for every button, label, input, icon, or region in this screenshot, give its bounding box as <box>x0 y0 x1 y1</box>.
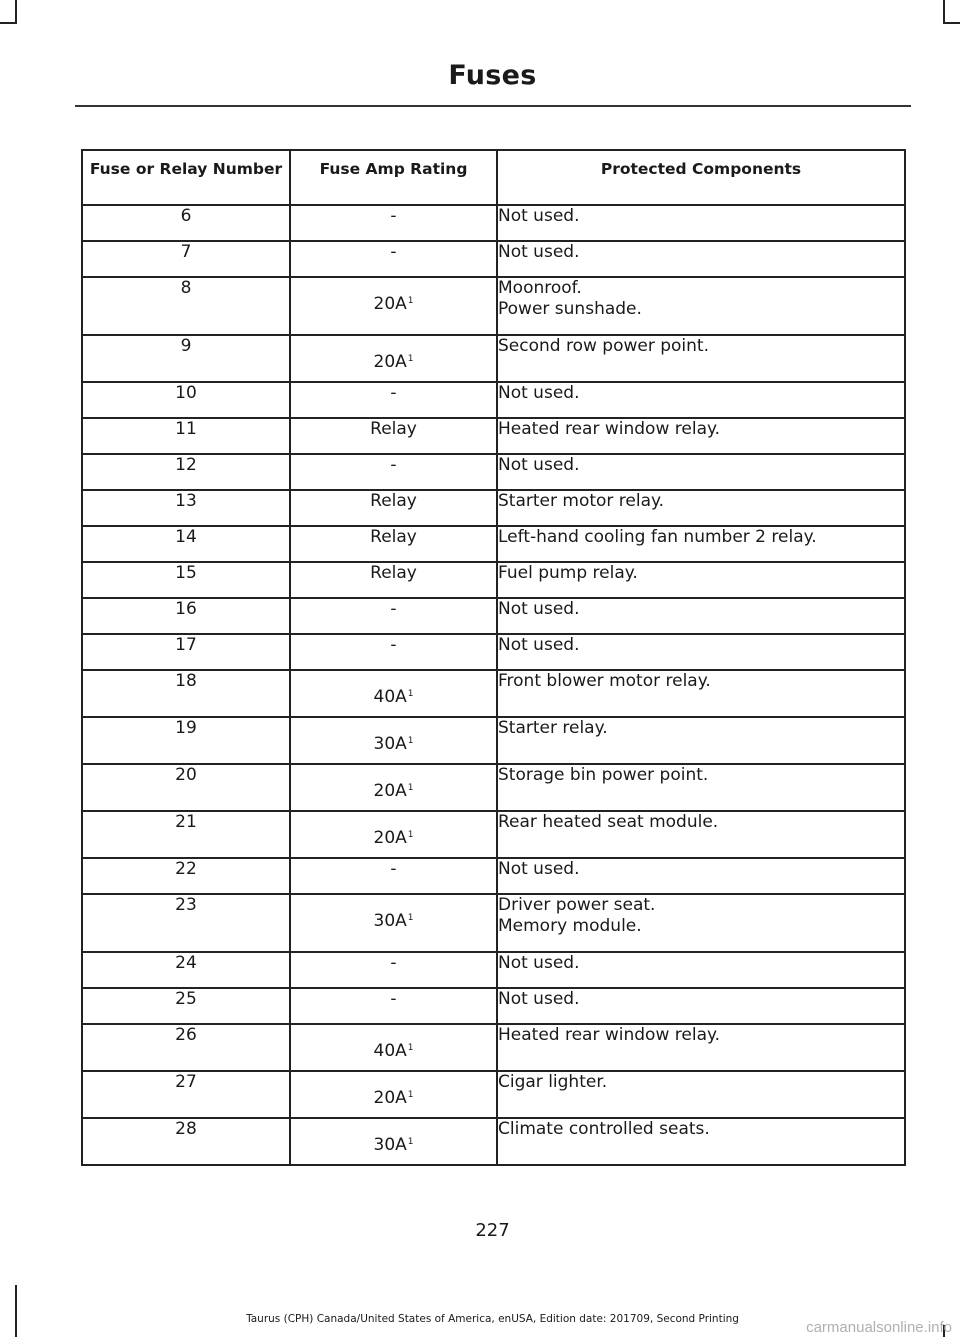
fuse-rating-cell <box>290 670 497 717</box>
fuse-number-cell: 11 <box>82 418 290 454</box>
footnote-marker: 1 <box>407 913 414 923</box>
protected-components-cell: Starter motor relay. <box>497 490 905 526</box>
protected-components-cell: Not used. <box>497 598 905 634</box>
edition-footer: Taurus (CPH) Canada/United States of America, enUSA, Edition date: 201709, Second Printing <box>246 1313 739 1325</box>
table-row <box>82 988 905 1024</box>
footnote-marker: 1 <box>407 689 414 699</box>
table-row <box>82 858 905 894</box>
fuse-number-cell: 26 <box>82 1024 290 1071</box>
fuse-rating-cell <box>290 205 497 241</box>
protected-components-cell: Not used. <box>497 634 905 670</box>
protected-components-cell: Front blower motor relay. <box>497 670 905 717</box>
fuse-rating-cell <box>290 562 497 598</box>
page-number: 227 <box>475 1220 510 1241</box>
table-row <box>82 634 905 670</box>
protected-components-cell: Heated rear window relay. <box>497 418 905 454</box>
footnote-marker: 1 <box>407 1137 414 1147</box>
protected-components-cell: Not used. <box>497 988 905 1024</box>
fuse-number-cell: 28 <box>82 1118 290 1165</box>
table-row <box>82 562 905 598</box>
protected-components-cell: Climate controlled seats. <box>497 1118 905 1165</box>
fuse-number-cell: 10 <box>82 382 290 418</box>
protected-components-cell: Moonroof. Power sunshade. <box>497 277 905 335</box>
table-row <box>82 277 905 335</box>
fuse-rating-cell <box>290 811 497 858</box>
protected-components-cell: Heated rear window relay. <box>497 1024 905 1071</box>
column-header-number: Fuse or Relay Number <box>82 150 290 205</box>
table-row <box>82 894 905 952</box>
page-title: Fuses <box>448 60 537 91</box>
fuse-rating-value: - <box>390 599 397 619</box>
table-row <box>82 418 905 454</box>
fuse-number-cell: 9 <box>82 335 290 382</box>
fuse-rating-value: 30A <box>373 911 407 931</box>
protected-components-cell: Fuel pump relay. <box>497 562 905 598</box>
fuse-rating-value: - <box>390 859 397 879</box>
crop-mark <box>943 22 960 24</box>
fuse-number-cell: 18 <box>82 670 290 717</box>
footnote-marker: 1 <box>407 296 414 306</box>
fuse-number-cell: 25 <box>82 988 290 1024</box>
fuse-rating-cell <box>290 1024 497 1071</box>
fuse-number-cell: 14 <box>82 526 290 562</box>
footnote-marker: 1 <box>407 354 414 364</box>
footnote-marker: 1 <box>407 1090 414 1100</box>
fuse-rating-value: - <box>390 953 397 973</box>
protected-components-cell: Left-hand cooling fan number 2 relay. <box>497 526 905 562</box>
protected-components-cell: Not used. <box>497 952 905 988</box>
crop-mark <box>943 0 945 22</box>
fuse-rating-cell <box>290 894 497 952</box>
fuse-rating-value: Relay <box>370 419 417 439</box>
crop-mark <box>15 0 17 22</box>
fuse-rating-cell <box>290 490 497 526</box>
fuse-rating-cell <box>290 988 497 1024</box>
fuse-rating-cell <box>290 634 497 670</box>
protected-components-cell: Not used. <box>497 241 905 277</box>
fuse-rating-cell <box>290 526 497 562</box>
table-row <box>82 952 905 988</box>
column-header-rating: Fuse Amp Rating <box>290 150 497 205</box>
table-row <box>82 764 905 811</box>
crop-mark <box>0 22 17 24</box>
fuse-rating-cell <box>290 277 497 335</box>
fuse-rating-cell <box>290 1118 497 1165</box>
protected-components-cell: Not used. <box>497 454 905 490</box>
footnote-marker: 1 <box>407 1043 414 1053</box>
fuse-number-cell: 21 <box>82 811 290 858</box>
protected-components-cell: Driver power seat. Memory module. <box>497 894 905 952</box>
fuse-rating-value: - <box>390 383 397 403</box>
protected-components-cell: Rear heated seat module. <box>497 811 905 858</box>
fuse-number-cell: 6 <box>82 205 290 241</box>
table-row <box>82 526 905 562</box>
table-row <box>82 670 905 717</box>
fuse-rating-value: - <box>390 989 397 1009</box>
fuse-number-cell: 8 <box>82 277 290 335</box>
fuse-rating-cell <box>290 382 497 418</box>
table-row <box>82 1071 905 1118</box>
fuse-rating-value: - <box>390 242 397 262</box>
protected-components-cell: Storage bin power point. <box>497 764 905 811</box>
fuse-rating-value: 20A <box>373 828 407 848</box>
fuse-rating-value: 30A <box>373 734 407 754</box>
fuse-rating-value: 30A <box>373 1135 407 1155</box>
fuse-number-cell: 13 <box>82 490 290 526</box>
table-row <box>82 382 905 418</box>
fuse-number-cell: 19 <box>82 717 290 764</box>
fuse-table <box>81 149 906 1166</box>
protected-components-cell: Cigar lighter. <box>497 1071 905 1118</box>
fuse-rating-cell <box>290 1071 497 1118</box>
title-divider <box>75 105 911 107</box>
column-header-components: Protected Components <box>497 150 905 205</box>
table-row <box>82 811 905 858</box>
table-row <box>82 598 905 634</box>
fuse-rating-cell <box>290 454 497 490</box>
fuse-number-cell: 12 <box>82 454 290 490</box>
fuse-number-cell: 15 <box>82 562 290 598</box>
fuse-rating-value: 20A <box>373 1088 407 1108</box>
fuse-rating-cell <box>290 858 497 894</box>
fuse-rating-cell <box>290 764 497 811</box>
crop-mark <box>15 1285 17 1337</box>
fuse-rating-cell <box>290 241 497 277</box>
fuse-rating-value: Relay <box>370 491 417 511</box>
table-row <box>82 717 905 764</box>
table-row <box>82 454 905 490</box>
fuse-rating-value: Relay <box>370 527 417 547</box>
fuse-rating-value: 40A <box>373 1041 407 1061</box>
fuse-number-cell: 24 <box>82 952 290 988</box>
table-header-row <box>82 150 905 205</box>
fuse-number-cell: 17 <box>82 634 290 670</box>
fuse-number-cell: 7 <box>82 241 290 277</box>
fuse-rating-value: 20A <box>373 352 407 372</box>
protected-components-cell: Not used. <box>497 205 905 241</box>
fuse-number-cell: 27 <box>82 1071 290 1118</box>
table-row <box>82 335 905 382</box>
fuse-rating-value: - <box>390 635 397 655</box>
table-row <box>82 1118 905 1165</box>
fuse-number-cell: 22 <box>82 858 290 894</box>
fuse-rating-value: 20A <box>373 781 407 801</box>
fuse-rating-value: - <box>390 206 397 226</box>
fuse-rating-value: 20A <box>373 294 407 314</box>
fuse-number-cell: 20 <box>82 764 290 811</box>
fuse-rating-cell <box>290 717 497 764</box>
fuse-rating-cell <box>290 335 497 382</box>
table-row <box>82 1024 905 1071</box>
fuse-rating-cell <box>290 598 497 634</box>
fuse-rating-value: 40A <box>373 687 407 707</box>
footnote-marker: 1 <box>407 783 414 793</box>
table-row <box>82 205 905 241</box>
fuse-number-cell: 23 <box>82 894 290 952</box>
footnote-marker: 1 <box>407 830 414 840</box>
watermark: carmanualsonline.info <box>806 1319 952 1336</box>
fuse-rating-value: Relay <box>370 563 417 583</box>
protected-components-cell: Second row power point. <box>497 335 905 382</box>
fuse-rating-value: - <box>390 455 397 475</box>
fuse-rating-cell <box>290 418 497 454</box>
protected-components-cell: Starter relay. <box>497 717 905 764</box>
table-row <box>82 490 905 526</box>
fuse-number-cell: 16 <box>82 598 290 634</box>
table-row <box>82 241 905 277</box>
fuse-rating-cell <box>290 952 497 988</box>
protected-components-cell: Not used. <box>497 382 905 418</box>
protected-components-cell: Not used. <box>497 858 905 894</box>
footnote-marker: 1 <box>407 736 414 746</box>
